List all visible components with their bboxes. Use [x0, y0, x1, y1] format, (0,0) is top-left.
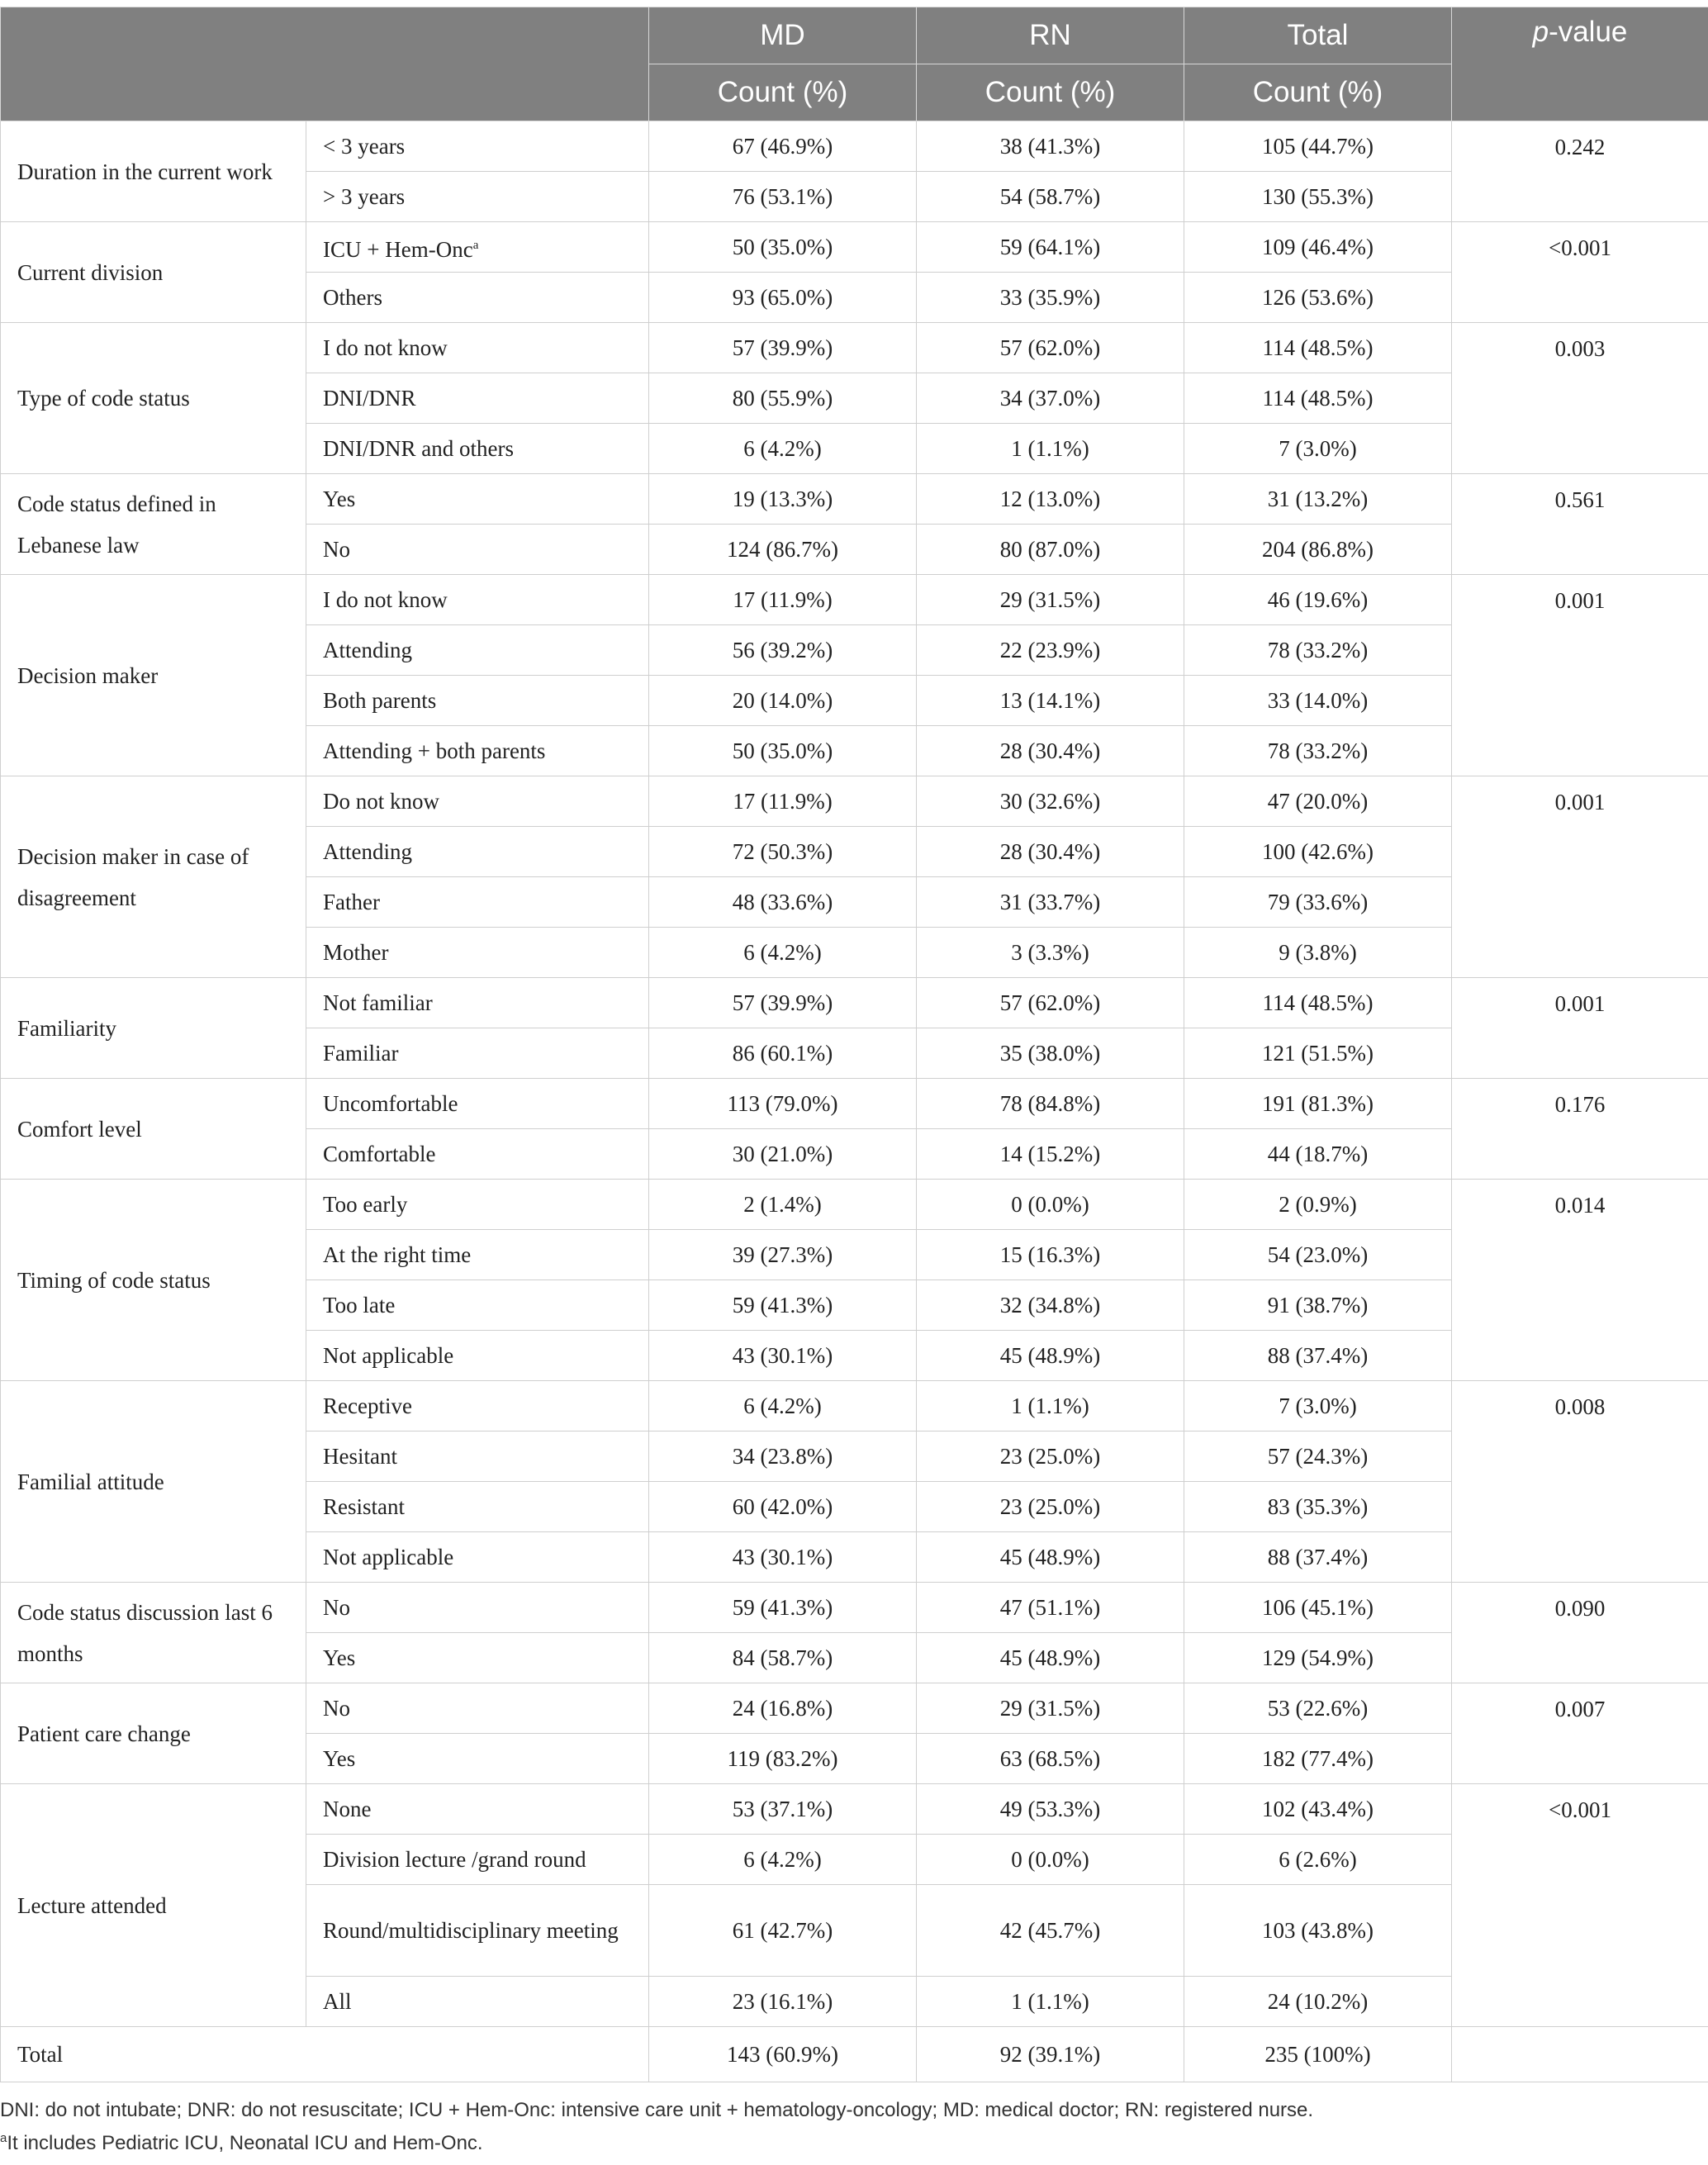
table-row	[1, 1583, 1708, 1633]
rn-count: 13 (14.1%)	[917, 676, 1184, 726]
total-count: 31 (13.2%)	[1184, 474, 1452, 525]
row-subcategory-label: < 3 years	[323, 134, 406, 159]
row-subcategory	[306, 323, 649, 373]
row-subcategory-label: At the right time	[323, 1242, 472, 1267]
total-count: 114 (48.5%)	[1184, 978, 1452, 1028]
p-value: 0.001	[1452, 776, 1708, 978]
header-pvalue	[1452, 7, 1708, 121]
row-subcategory	[306, 1532, 649, 1583]
row-subcategory	[306, 726, 649, 776]
row-category: Familiarity	[1, 978, 306, 1079]
row-subcategory	[306, 1784, 649, 1835]
md-count: 80 (55.9%)	[649, 373, 917, 424]
row-subcategory	[306, 978, 649, 1028]
rn-count: 45 (48.9%)	[917, 1633, 1184, 1683]
row-subcategory	[306, 1683, 649, 1734]
header-pvalue-rest: -value	[1549, 16, 1628, 48]
row-subcategory	[306, 222, 649, 273]
row-subcategory-label: Uncomfortable	[323, 1091, 458, 1116]
rn-count: 28 (30.4%)	[917, 827, 1184, 877]
total-count: 191 (81.3%)	[1184, 1079, 1452, 1129]
row-category: Lecture attended	[1, 1784, 306, 2027]
table-row	[1, 121, 1708, 172]
md-count: 17 (11.9%)	[649, 776, 917, 827]
row-category: Duration in the current work	[1, 121, 306, 222]
row-category: Current division	[1, 222, 306, 323]
row-subcategory-label: Not familiar	[323, 990, 433, 1015]
table-body	[1, 121, 1708, 2082]
p-value: <0.001	[1452, 1784, 1708, 2027]
row-subcategory-label: Not applicable	[323, 1343, 454, 1368]
total-count: 88 (37.4%)	[1184, 1532, 1452, 1583]
rn-count: 0 (0.0%)	[917, 1180, 1184, 1230]
row-subcategory	[306, 928, 649, 978]
row-subcategory	[306, 373, 649, 424]
total-count: 47 (20.0%)	[1184, 776, 1452, 827]
md-count: 23 (16.1%)	[649, 1977, 917, 2027]
header-blank	[1, 7, 649, 121]
row-subcategory	[306, 1381, 649, 1431]
row-subcategory-label: No	[323, 537, 350, 562]
rn-count: 45 (48.9%)	[917, 1532, 1184, 1583]
p-value: 0.561	[1452, 474, 1708, 575]
total-count: 182 (77.4%)	[1184, 1734, 1452, 1784]
row-subcategory	[306, 424, 649, 474]
rn-count: 15 (16.3%)	[917, 1230, 1184, 1280]
row-subcategory-label: Comfortable	[323, 1142, 436, 1166]
row-category: Decision maker in case of disagreement	[1, 776, 306, 978]
row-subcategory-label: I do not know	[323, 587, 448, 612]
md-count: 93 (65.0%)	[649, 273, 917, 323]
md-count: 30 (21.0%)	[649, 1129, 917, 1180]
row-subcategory	[306, 1835, 649, 1885]
row-subcategory-label: Others	[323, 285, 382, 310]
total-count: 83 (35.3%)	[1184, 1482, 1452, 1532]
md-count: 84 (58.7%)	[649, 1633, 917, 1683]
rn-count: 0 (0.0%)	[917, 1835, 1184, 1885]
total-count: 54 (23.0%)	[1184, 1230, 1452, 1280]
total-count: 102 (43.4%)	[1184, 1784, 1452, 1835]
row-subcategory-label: Attending + both parents	[323, 738, 546, 763]
row-subcategory	[306, 1129, 649, 1180]
row-subcategory-label: DNI/DNR and others	[323, 436, 514, 461]
md-count: 2 (1.4%)	[649, 1180, 917, 1230]
rn-count: 80 (87.0%)	[917, 525, 1184, 575]
md-count: 119 (83.2%)	[649, 1734, 917, 1784]
row-category: Code status defined in Lebanese law	[1, 474, 306, 575]
total-count: 7 (3.0%)	[1184, 424, 1452, 474]
row-subcategory	[306, 1633, 649, 1683]
total-count: 6 (2.6%)	[1184, 1835, 1452, 1885]
row-subcategory	[306, 474, 649, 525]
row-subcategory	[306, 172, 649, 222]
rn-count: 32 (34.8%)	[917, 1280, 1184, 1331]
header-total-count: Count (%)	[1184, 64, 1452, 121]
row-subcategory-label: Do not know	[323, 789, 439, 814]
row-subcategory	[306, 776, 649, 827]
row-subcategory-label: Attending	[323, 638, 412, 662]
footnote-marker: a	[472, 238, 479, 252]
table-header	[1, 7, 1708, 121]
p-value: 0.003	[1452, 323, 1708, 474]
md-count: 60 (42.0%)	[649, 1482, 917, 1532]
row-subcategory-label: All	[323, 1989, 352, 2014]
row-subcategory	[306, 273, 649, 323]
rn-count: 34 (37.0%)	[917, 373, 1184, 424]
row-subcategory	[306, 1734, 649, 1784]
md-count: 76 (53.1%)	[649, 172, 917, 222]
md-count: 61 (42.7%)	[649, 1885, 917, 1977]
rn-count: 23 (25.0%)	[917, 1482, 1184, 1532]
rn-count: 54 (58.7%)	[917, 172, 1184, 222]
md-count: 20 (14.0%)	[649, 676, 917, 726]
header-total: Total	[1184, 7, 1452, 64]
footnote-a	[0, 2131, 483, 2155]
total-count: 46 (19.6%)	[1184, 575, 1452, 625]
rn-count: 12 (13.0%)	[917, 474, 1184, 525]
total-count: 114 (48.5%)	[1184, 373, 1452, 424]
row-subcategory	[306, 877, 649, 928]
total-row-label: Total	[1, 2027, 649, 2082]
rn-count: 33 (35.9%)	[917, 273, 1184, 323]
p-value: 0.007	[1452, 1683, 1708, 1784]
row-subcategory	[306, 525, 649, 575]
table-row	[1, 1079, 1708, 1129]
footnote-abbreviations: DNI: do not intubate; DNR: do not resuscitate; ICU + Hem-Onc: intensive care unit + hematology-oncology; MD: medical doctor; RN: registered nurse.	[0, 2099, 1314, 2121]
md-count: 6 (4.2%)	[649, 928, 917, 978]
total-row-rn: 92 (39.1%)	[917, 2027, 1184, 2082]
total-count: 106 (45.1%)	[1184, 1583, 1452, 1633]
footnote-a-text: It includes Pediatric ICU, Neonatal ICU and Hem-Onc.	[7, 2132, 483, 2154]
p-value: 0.090	[1452, 1583, 1708, 1683]
rn-count: 23 (25.0%)	[917, 1431, 1184, 1482]
table-row	[1, 1180, 1708, 1230]
row-category: Familial attitude	[1, 1381, 306, 1583]
row-subcategory-label: None	[323, 1797, 372, 1821]
rn-count: 29 (31.5%)	[917, 1683, 1184, 1734]
row-subcategory	[306, 121, 649, 172]
total-row-total: 235 (100%)	[1184, 2027, 1452, 2082]
table-row	[1, 575, 1708, 625]
total-count: 114 (48.5%)	[1184, 323, 1452, 373]
rn-count: 14 (15.2%)	[917, 1129, 1184, 1180]
row-subcategory-label: Resistant	[323, 1494, 405, 1519]
row-subcategory-label: Hesitant	[323, 1444, 397, 1469]
total-count: 78 (33.2%)	[1184, 726, 1452, 776]
row-subcategory-label: Division lecture /grand round	[323, 1847, 586, 1872]
rn-count: 28 (30.4%)	[917, 726, 1184, 776]
rn-count: 57 (62.0%)	[917, 978, 1184, 1028]
total-count: 33 (14.0%)	[1184, 676, 1452, 726]
p-value: 0.014	[1452, 1180, 1708, 1381]
rn-count: 29 (31.5%)	[917, 575, 1184, 625]
md-count: 124 (86.7%)	[649, 525, 917, 575]
row-subcategory-label: Both parents	[323, 688, 437, 713]
row-subcategory	[306, 1482, 649, 1532]
rn-count: 31 (33.7%)	[917, 877, 1184, 928]
total-count: 9 (3.8%)	[1184, 928, 1452, 978]
row-subcategory-label: No	[323, 1696, 350, 1721]
md-count: 24 (16.8%)	[649, 1683, 917, 1734]
header-md-count: Count (%)	[649, 64, 917, 121]
md-count: 50 (35.0%)	[649, 222, 917, 273]
rn-count: 49 (53.3%)	[917, 1784, 1184, 1835]
footnote-a-marker: a	[0, 2131, 7, 2145]
total-count: 100 (42.6%)	[1184, 827, 1452, 877]
rn-count: 1 (1.1%)	[917, 1977, 1184, 2027]
total-row	[1, 2027, 1708, 2082]
header-pvalue-italic: p	[1532, 16, 1549, 48]
p-value: 0.001	[1452, 575, 1708, 776]
row-subcategory-label: Mother	[323, 940, 389, 965]
row-category: Type of code status	[1, 323, 306, 474]
row-subcategory-label: Yes	[323, 1746, 356, 1771]
md-count: 72 (50.3%)	[649, 827, 917, 877]
table-row	[1, 474, 1708, 525]
md-count: 34 (23.8%)	[649, 1431, 917, 1482]
total-count: 126 (53.6%)	[1184, 273, 1452, 323]
header-rn-count: Count (%)	[917, 64, 1184, 121]
md-count: 19 (13.3%)	[649, 474, 917, 525]
md-count: 17 (11.9%)	[649, 575, 917, 625]
table-row	[1, 222, 1708, 273]
total-count: 204 (86.8%)	[1184, 525, 1452, 575]
header-rn: RN	[917, 7, 1184, 64]
row-subcategory-label: Yes	[323, 487, 356, 511]
row-subcategory-label: I do not know	[323, 335, 448, 360]
p-value: 0.001	[1452, 978, 1708, 1079]
table-row	[1, 1683, 1708, 1734]
total-count: 88 (37.4%)	[1184, 1331, 1452, 1381]
table-row	[1, 323, 1708, 373]
total-count: 121 (51.5%)	[1184, 1028, 1452, 1079]
row-subcategory-label: Attending	[323, 839, 412, 864]
md-count: 39 (27.3%)	[649, 1230, 917, 1280]
total-count: 129 (54.9%)	[1184, 1633, 1452, 1683]
table-row	[1, 1784, 1708, 1835]
total-count: 57 (24.3%)	[1184, 1431, 1452, 1482]
rn-count: 22 (23.9%)	[917, 625, 1184, 676]
row-subcategory-label: Father	[323, 890, 380, 914]
row-subcategory-label: Round/multidisciplinary meeting	[323, 1918, 619, 1943]
row-subcategory	[306, 1977, 649, 2027]
row-subcategory	[306, 1280, 649, 1331]
row-subcategory	[306, 827, 649, 877]
p-value: 0.176	[1452, 1079, 1708, 1180]
md-count: 53 (37.1%)	[649, 1784, 917, 1835]
md-count: 43 (30.1%)	[649, 1331, 917, 1381]
rn-count: 38 (41.3%)	[917, 121, 1184, 172]
rn-count: 59 (64.1%)	[917, 222, 1184, 273]
total-count: 2 (0.9%)	[1184, 1180, 1452, 1230]
rn-count: 45 (48.9%)	[917, 1331, 1184, 1381]
total-count: 105 (44.7%)	[1184, 121, 1452, 172]
row-category: Timing of code status	[1, 1180, 306, 1381]
row-subcategory-label: Yes	[323, 1645, 356, 1670]
row-subcategory	[306, 1431, 649, 1482]
total-count: 44 (18.7%)	[1184, 1129, 1452, 1180]
table-row	[1, 776, 1708, 827]
header-md: MD	[649, 7, 917, 64]
total-count: 24 (10.2%)	[1184, 1977, 1452, 2027]
rn-count: 1 (1.1%)	[917, 1381, 1184, 1431]
md-count: 57 (39.9%)	[649, 978, 917, 1028]
md-count: 67 (46.9%)	[649, 121, 917, 172]
p-value: 0.008	[1452, 1381, 1708, 1583]
row-subcategory-label: Too late	[323, 1293, 396, 1318]
row-subcategory-label: ICU + Hem-Onc	[323, 236, 473, 262]
total-count: 103 (43.8%)	[1184, 1885, 1452, 1977]
md-count: 57 (39.9%)	[649, 323, 917, 373]
row-subcategory	[306, 625, 649, 676]
row-subcategory	[306, 1331, 649, 1381]
md-count: 48 (33.6%)	[649, 877, 917, 928]
rn-count: 3 (3.3%)	[917, 928, 1184, 978]
row-subcategory	[306, 1885, 649, 1977]
row-subcategory	[306, 575, 649, 625]
rn-count: 78 (84.8%)	[917, 1079, 1184, 1129]
rn-count: 30 (32.6%)	[917, 776, 1184, 827]
total-row-pvalue	[1452, 2027, 1708, 2082]
results-table	[0, 7, 1708, 2082]
total-row-md: 143 (60.9%)	[649, 2027, 917, 2082]
total-count: 79 (33.6%)	[1184, 877, 1452, 928]
row-subcategory	[306, 1079, 649, 1129]
total-count: 91 (38.7%)	[1184, 1280, 1452, 1331]
total-count: 53 (22.6%)	[1184, 1683, 1452, 1734]
row-subcategory-label: Too early	[323, 1192, 408, 1217]
md-count: 6 (4.2%)	[649, 1381, 917, 1431]
row-subcategory-label: Receptive	[323, 1393, 412, 1418]
total-count: 130 (55.3%)	[1184, 172, 1452, 222]
table-row	[1, 1381, 1708, 1431]
md-count: 59 (41.3%)	[649, 1583, 917, 1633]
md-count: 56 (39.2%)	[649, 625, 917, 676]
rn-count: 1 (1.1%)	[917, 424, 1184, 474]
md-count: 86 (60.1%)	[649, 1028, 917, 1079]
rn-count: 47 (51.1%)	[917, 1583, 1184, 1633]
p-value: <0.001	[1452, 222, 1708, 323]
row-category: Decision maker	[1, 575, 306, 776]
row-subcategory-label: > 3 years	[323, 184, 406, 209]
row-subcategory-label: Not applicable	[323, 1545, 454, 1569]
total-count: 7 (3.0%)	[1184, 1381, 1452, 1431]
row-subcategory-label: Familiar	[323, 1041, 399, 1066]
total-count: 78 (33.2%)	[1184, 625, 1452, 676]
md-count: 59 (41.3%)	[649, 1280, 917, 1331]
row-subcategory	[306, 1583, 649, 1633]
row-category: Code status discussion last 6 months	[1, 1583, 306, 1683]
md-count: 6 (4.2%)	[649, 424, 917, 474]
p-value: 0.242	[1452, 121, 1708, 222]
row-subcategory	[306, 1230, 649, 1280]
row-category: Comfort level	[1, 1079, 306, 1180]
row-subcategory	[306, 1028, 649, 1079]
md-count: 43 (30.1%)	[649, 1532, 917, 1583]
row-subcategory-label: DNI/DNR	[323, 386, 416, 411]
row-subcategory-label: No	[323, 1595, 350, 1620]
row-subcategory	[306, 1180, 649, 1230]
md-count: 113 (79.0%)	[649, 1079, 917, 1129]
row-subcategory	[306, 676, 649, 726]
rn-count: 57 (62.0%)	[917, 323, 1184, 373]
table-row	[1, 978, 1708, 1028]
row-category: Patient care change	[1, 1683, 306, 1784]
rn-count: 42 (45.7%)	[917, 1885, 1184, 1977]
md-count: 50 (35.0%)	[649, 726, 917, 776]
rn-count: 35 (38.0%)	[917, 1028, 1184, 1079]
md-count: 6 (4.2%)	[649, 1835, 917, 1885]
total-count: 109 (46.4%)	[1184, 222, 1452, 273]
rn-count: 63 (68.5%)	[917, 1734, 1184, 1784]
